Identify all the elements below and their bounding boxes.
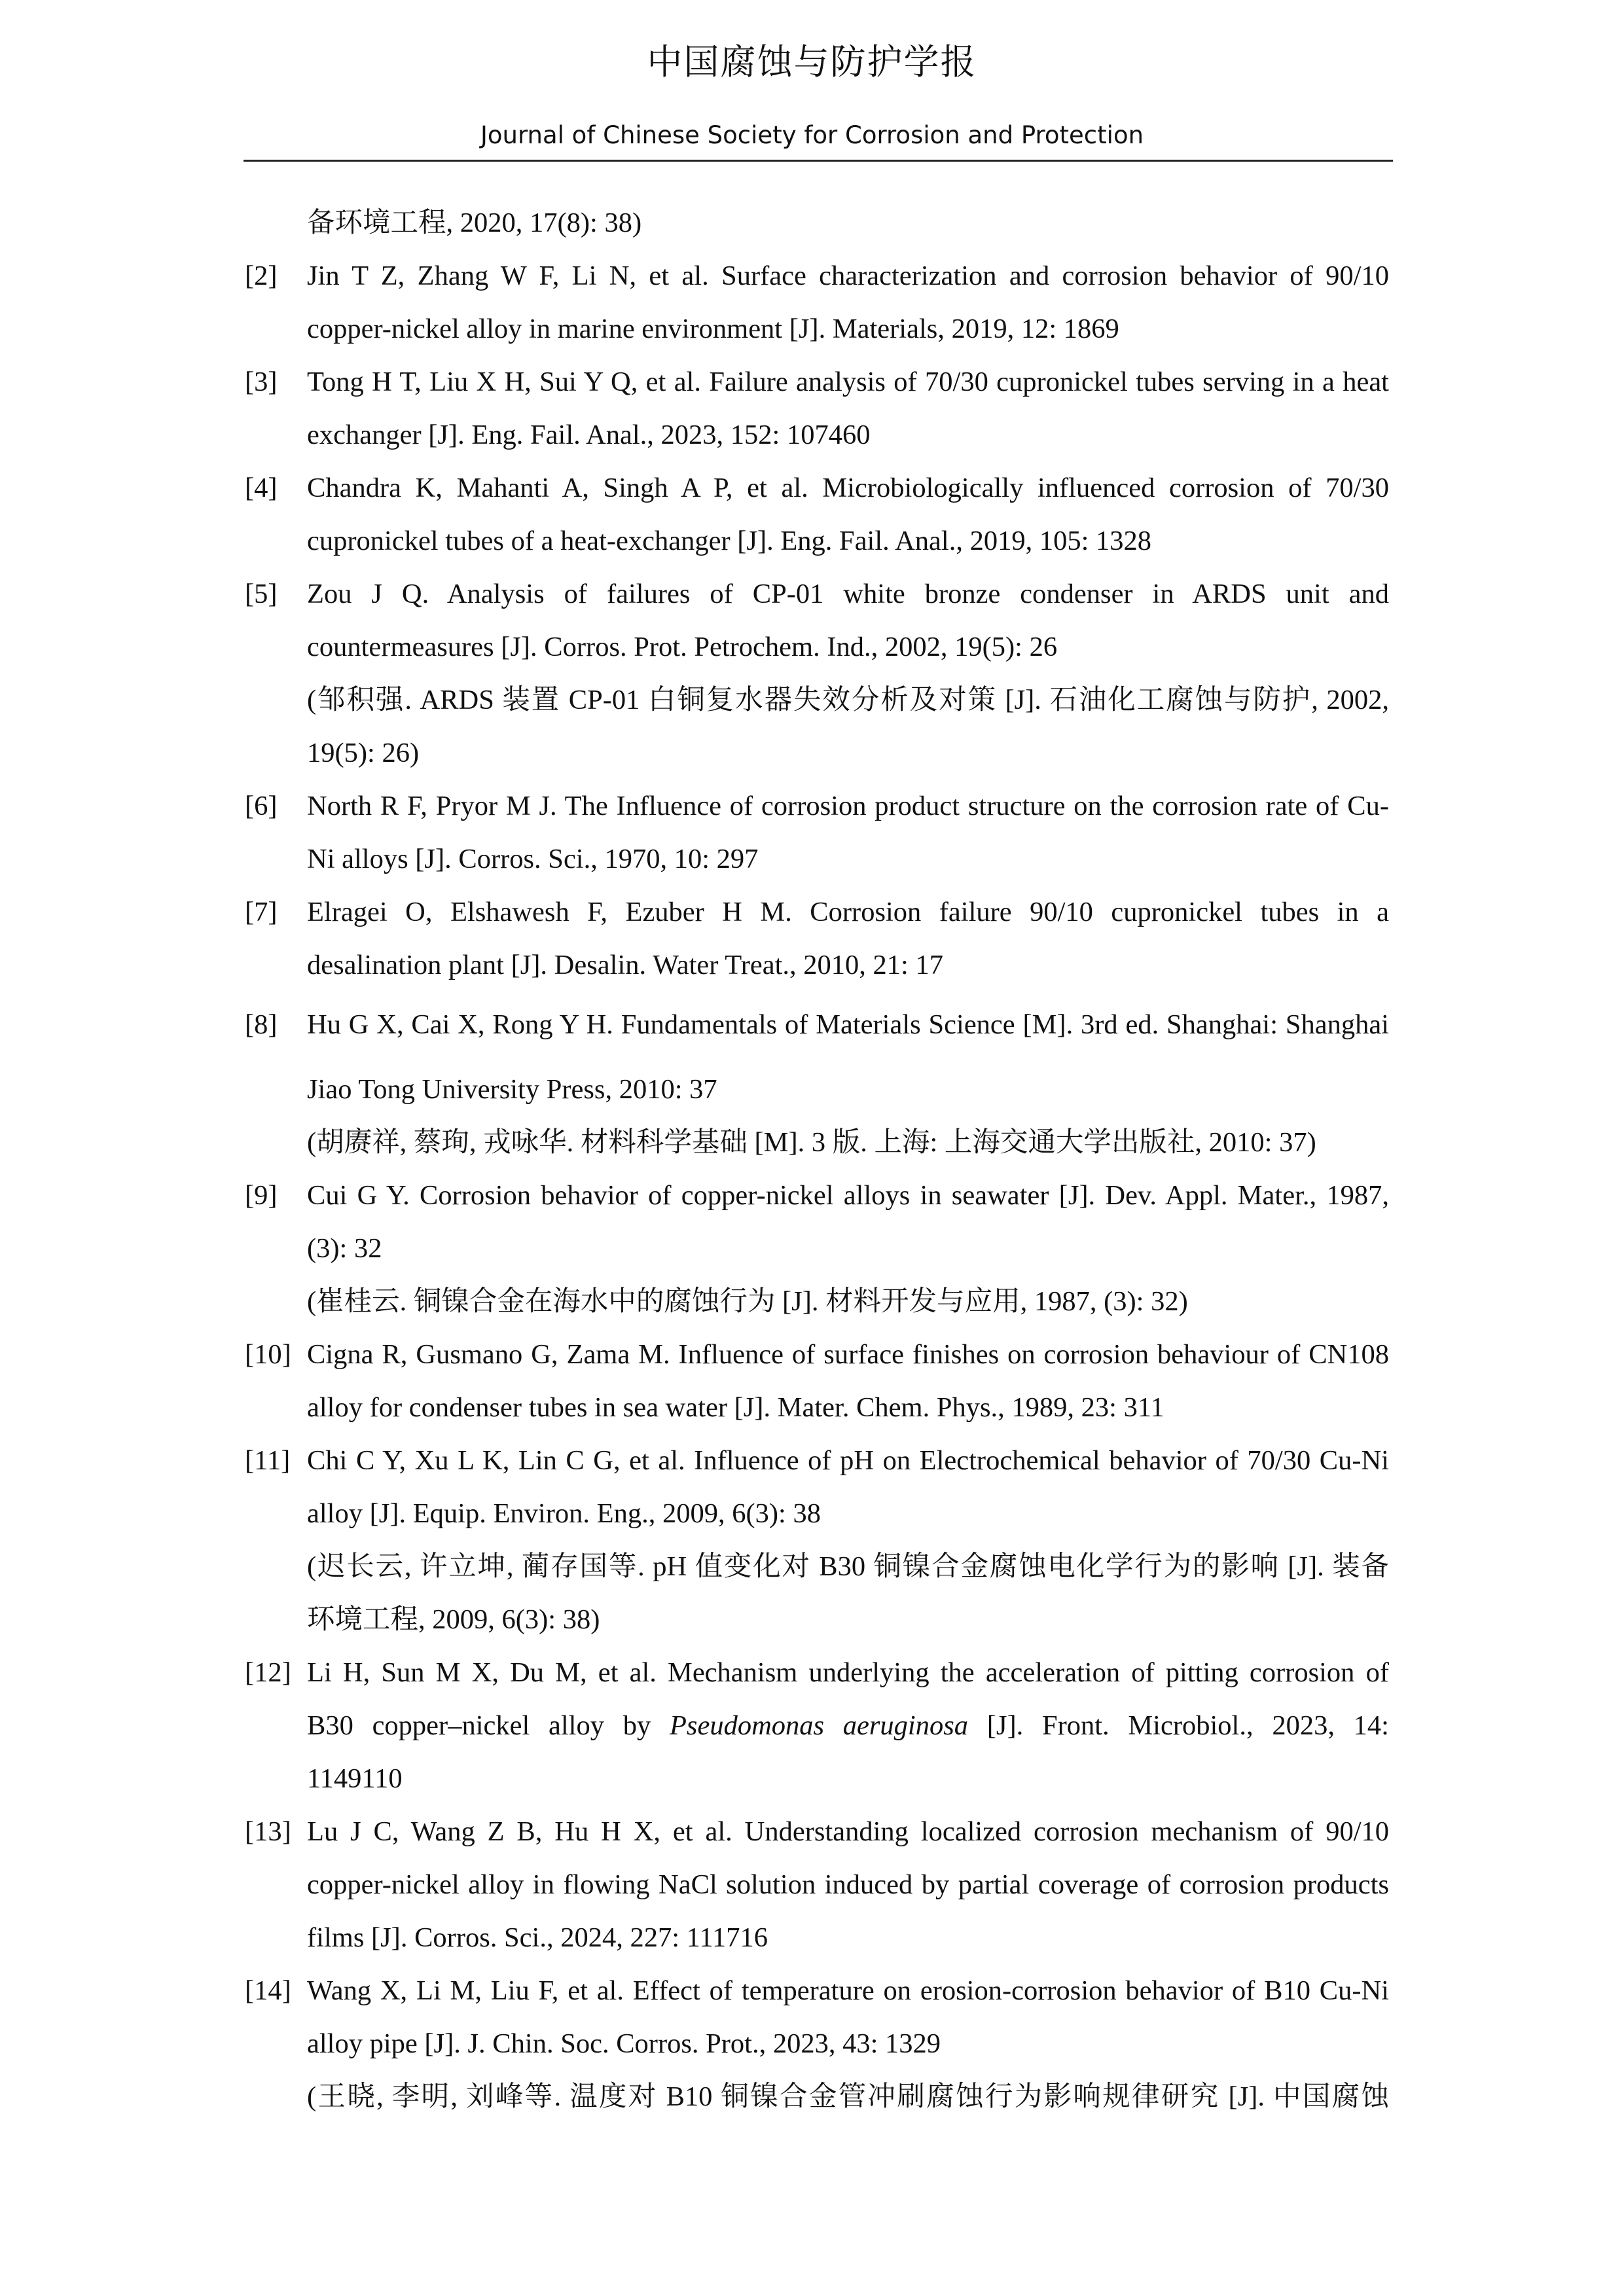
reference-number: [3] [245, 367, 278, 397]
reference-line: Hu G X, Cai X, Rong Y H. Fundamentals of Materials Science [M]. 3rd ed. Shanghai: Shanghai [307, 1009, 1389, 1040]
reference-line [307, 1699, 1389, 1752]
reference-line: Li H, Sun M X, Du M, et al. Mechanism underlying the acceleration of pitting corrosion of [307, 1657, 1389, 1688]
reference-number: [5] [245, 579, 278, 609]
species-name: Pseudomonas aeruginosa [669, 1710, 969, 1741]
reference-line: Cigna R, Gusmano G, Zama M. Influence of surface finishes on corrosion behaviour of CN108 [307, 1339, 1389, 1370]
reference-number: [4] [245, 473, 278, 503]
reference-item [245, 1805, 1389, 1964]
reference-line: alloy [J]. Equip. Environ. Eng., 2009, 6(3): 38 [307, 1498, 821, 1529]
reference-item [245, 1328, 1389, 1434]
reference-line: Tong H T, Liu X H, Sui Y Q, et al. Failure analysis of 70/30 cupronickel tubes serving in a heat [307, 367, 1389, 397]
reference-line: 环境工程, 2009, 6(3): 38) [307, 1604, 600, 1635]
reference-line: countermeasures [J]. Corros. Prot. Petrochem. Ind., 2002, 19(5): 26 [307, 632, 1058, 662]
reference-line: cupronickel tubes of a heat-exchanger [J]. Eng. Fail. Anal., 2019, 105: 1328 [307, 526, 1152, 556]
reference-line: copper-nickel alloy in marine environment [J]. Materials, 2019, 12: 1869 [307, 314, 1119, 344]
reference-number: [2] [245, 260, 278, 291]
reference-line: Wang X, Li M, Liu F, et al. Effect of temperature on erosion-corrosion behavior of B10 Cu-Ni [307, 1975, 1389, 2006]
reference-number: [11] [245, 1445, 291, 1476]
reference-line: Elragei O, Elshawesh F, Ezuber H M. Corrosion failure 90/10 cupronickel tubes in a [307, 897, 1389, 927]
reference-number: [12] [245, 1657, 291, 1688]
reference-item [245, 886, 1389, 992]
reference-number: [7] [245, 897, 278, 927]
reference-text: B30 copper–nickel alloy by [307, 1710, 651, 1741]
reference-number: [8] [245, 1009, 278, 1040]
reference-line: (3): 32 [307, 1233, 382, 1264]
reference-line: Jiao Tong University Press, 2010: 37 [307, 1074, 717, 1105]
reference-item [245, 780, 1389, 886]
reference-line: Zou J Q. Analysis of failures of CP-01 white bronze condenser in ARDS unit and [307, 579, 1389, 609]
reference-line: desalination plant [J]. Desalin. Water Treat., 2010, 21: 17 [307, 950, 943, 980]
reference-line: films [J]. Corros. Sci., 2024, 227: 111716 [307, 1922, 768, 1953]
reference-number: [9] [245, 1180, 278, 1211]
reference-line: Chi C Y, Xu L K, Lin C G, et al. Influence of pH on Electrochemical behavior of 70/30 Cu-Ni [307, 1445, 1389, 1476]
journal-title-cn: 中国腐蚀与防护学报 [647, 41, 977, 82]
reference-item [245, 1434, 1389, 1646]
reference-line: copper-nickel alloy in flowing NaCl solution induced by partial coverage of corrosion products [307, 1869, 1389, 1900]
journal-title-en: Journal of Chinese Society for Corrosion and Protection [480, 121, 1144, 149]
reference-line: Ni alloys [J]. Corros. Sci., 1970, 10: 297 [307, 844, 759, 874]
reference-item [245, 196, 1389, 249]
reference-line: alloy for condenser tubes in sea water [J]. Mater. Chem. Phys., 1989, 23: 311 [307, 1392, 1164, 1423]
reference-item [245, 998, 1389, 1169]
reference-line: alloy pipe [J]. J. Chin. Soc. Corros. Prot., 2023, 43: 1329 [307, 2028, 941, 2059]
reference-line: Cui G Y. Corrosion behavior of copper-nickel alloys in seawater [J]. Dev. Appl. Mater., 1987, [307, 1180, 1389, 1211]
reference-line: (迟长云, 许立坤, 蔺存国等. pH 值变化对 B30 铜镍合金腐蚀电化学行为的影响 [J]. 装备 [307, 1551, 1389, 1582]
reference-item [245, 1169, 1389, 1328]
reference-item [245, 249, 1389, 355]
reference-line: 1149110 [307, 1763, 403, 1794]
header-divider [244, 160, 1393, 162]
reference-number: [6] [245, 791, 278, 821]
reference-line: exchanger [J]. Eng. Fail. Anal., 2023, 152: 107460 [307, 420, 871, 450]
reference-line: Lu J C, Wang Z B, Hu H X, et al. Understanding localized corrosion mechanism of 90/10 [307, 1816, 1389, 1847]
reference-line: 19(5): 26) [307, 738, 420, 768]
reference-item [245, 355, 1389, 461]
reference-item [245, 461, 1389, 567]
reference-item [245, 567, 1389, 780]
reference-line: 备环境工程, 2020, 17(8): 38) [307, 207, 642, 238]
reference-item [245, 1964, 1389, 2123]
reference-list [245, 196, 1389, 2123]
reference-item [245, 1646, 1389, 1805]
reference-line: (邹积强. ARDS 装置 CP-01 白铜复水器失效分析及对策 [J]. 石油化工腐蚀与防护, 2002, [307, 685, 1389, 715]
reference-line: (崔桂云. 铜镍合金在海水中的腐蚀行为 [J]. 材料开发与应用, 1987, (3): 32) [307, 1286, 1188, 1317]
reference-line: (胡赓祥, 蔡珣, 戎咏华. 材料科学基础 [M]. 3 版. 上海: 上海交通大学出版社, 2010: 37) [307, 1127, 1316, 1158]
reference-line: Chandra K, Mahanti A, Singh A P, et al. Microbiologically influenced corrosion of 70/30 [307, 473, 1389, 503]
reference-line: (王晓, 李明, 刘峰等. 温度对 B10 铜镍合金管冲刷腐蚀行为影响规律研究 [J]. 中国腐蚀 [307, 2081, 1389, 2112]
reference-number: [10] [245, 1339, 291, 1370]
reference-line: North R F, Pryor M J. The Influence of corrosion product structure on the corrosion rate of Cu- [307, 791, 1389, 821]
reference-number: [14] [245, 1975, 291, 2006]
reference-line: Jin T Z, Zhang W F, Li N, et al. Surface characterization and corrosion behavior of 90/10 [307, 260, 1389, 291]
reference-text: [J]. Front. Microbiol., 2023, 14: [968, 1710, 1389, 1741]
reference-number: [13] [245, 1816, 291, 1847]
